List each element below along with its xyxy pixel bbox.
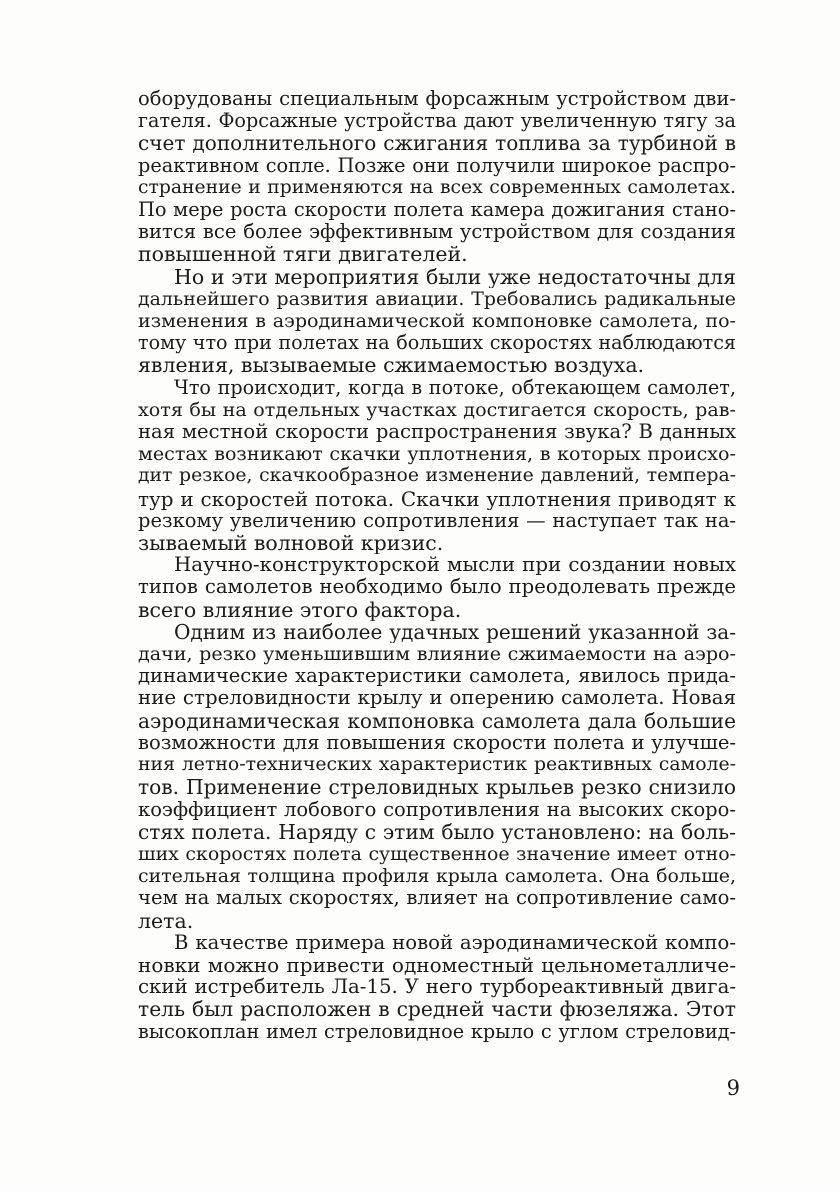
text-line: динамические характеристики самолета, явилось прида-: [138, 665, 736, 688]
text-line: хотя бы на отдельных участках достигается скорость, рав-: [138, 398, 736, 421]
text-line: счет дополнительного сжигания топлива за турбиной в: [138, 132, 736, 155]
text-line: чем на малых скоростях, влияет на сопротивление само-: [138, 887, 736, 910]
text-line: коэффициент лобового сопротивления на высоких скоро-: [138, 798, 736, 821]
text-line: ная местной скорости распространения звука? В данных: [138, 421, 736, 444]
text-line: тов. Применение стреловидных крыльев резко снизило: [138, 776, 736, 799]
text-line: сительная толщина профиля крыла самолета. Она больше,: [138, 865, 736, 888]
text-line: аэродинамическая компоновка самолета дала большие: [138, 709, 736, 732]
text-line: повышенной тяги двигателей.: [138, 243, 468, 266]
text-line: Научно-конструкторской мысли при создании новых: [174, 554, 736, 577]
text-line: возможности для повышения скорости полета и улучше-: [138, 731, 736, 754]
text-line: зываемый волновой кризис.: [138, 532, 444, 555]
text-line: гателя. Форсажные устройства дают увеличенную тягу за: [138, 110, 736, 133]
text-line: типов самолетов необходимо было преодолевать прежде: [138, 576, 736, 599]
text-line: резкому увеличению сопротивления — наступает так на-: [138, 509, 736, 532]
paragraph: [138, 621, 736, 932]
text-line: дальнейшего развития авиации. Требовались радикальные: [138, 287, 736, 310]
text-line: Что происходит, когда в потоке, обтекающем самолет,: [174, 376, 736, 399]
paragraph: [138, 266, 736, 377]
text-line: ния летно-технических характеристик реактивных самоле-: [138, 754, 736, 776]
text-line: тель был расположен в средней части фюзеляжа. Этот: [138, 998, 736, 1021]
text-line: В качестве примера новой аэродинамической компо-: [174, 931, 736, 954]
text-line: дит резкое, скачкообразное изменение давлений, темпера-: [138, 465, 736, 487]
text-line: тур и скоростей потока. Скачки уплотнения приводят к: [138, 487, 736, 510]
text-line: вится все более эффективным устройством для создания: [138, 221, 736, 244]
text-line: оборудованы специальным форсажным устройством дви-: [138, 88, 736, 110]
paragraph: [138, 88, 736, 266]
text-line: тому что при полетах на больших скоростях наблюдаются: [138, 332, 736, 355]
paragraph: [138, 377, 736, 555]
body-text: [138, 88, 736, 1043]
text-line: ших скоростях полета существенное значение имеет отно-: [138, 842, 736, 865]
text-line: реактивном сопле. Позже они получили широкое распро-: [138, 154, 736, 177]
text-line: По мере роста скорости полета камера дожигания стано-: [138, 199, 736, 222]
text-line: дачи, резко уменьшившим влияние сжимаемости на аэро-: [138, 643, 736, 666]
text-line: ние стреловидности крылу и оперению самолета. Новая: [138, 687, 736, 710]
text-line: стях полета. Наряду с этим было установлено: на боль-: [138, 820, 736, 843]
text-line: ский истребитель Ла-15. У него турбореактивный двига-: [138, 976, 736, 999]
text-line: изменения в аэродинамической компоновке самолета, по-: [138, 310, 736, 333]
text-line: странение и применяются на всех современных самолетах.: [138, 176, 736, 198]
text-line: явления, вызываемые сжимаемостью воздуха.: [138, 354, 645, 377]
text-line: Одним из наиболее удачных решений указанной за-: [174, 620, 736, 644]
paragraph: [138, 554, 736, 621]
text-line: местах возникают скачки уплотнения, в которых происхо-: [138, 443, 736, 466]
page-number: 9: [726, 1076, 740, 1100]
text-line: новки можно привести одноместный цельнометалличе-: [138, 953, 736, 977]
paragraph: [138, 932, 736, 1043]
text-line: высокоплан имел стреловидное крыло с углом стреловид-: [138, 1020, 736, 1043]
text-line: лета.: [138, 909, 194, 932]
text-line: всего влияние этого фактора.: [138, 598, 462, 621]
text-line: Но и эти мероприятия были уже недостаточны для: [174, 265, 736, 288]
